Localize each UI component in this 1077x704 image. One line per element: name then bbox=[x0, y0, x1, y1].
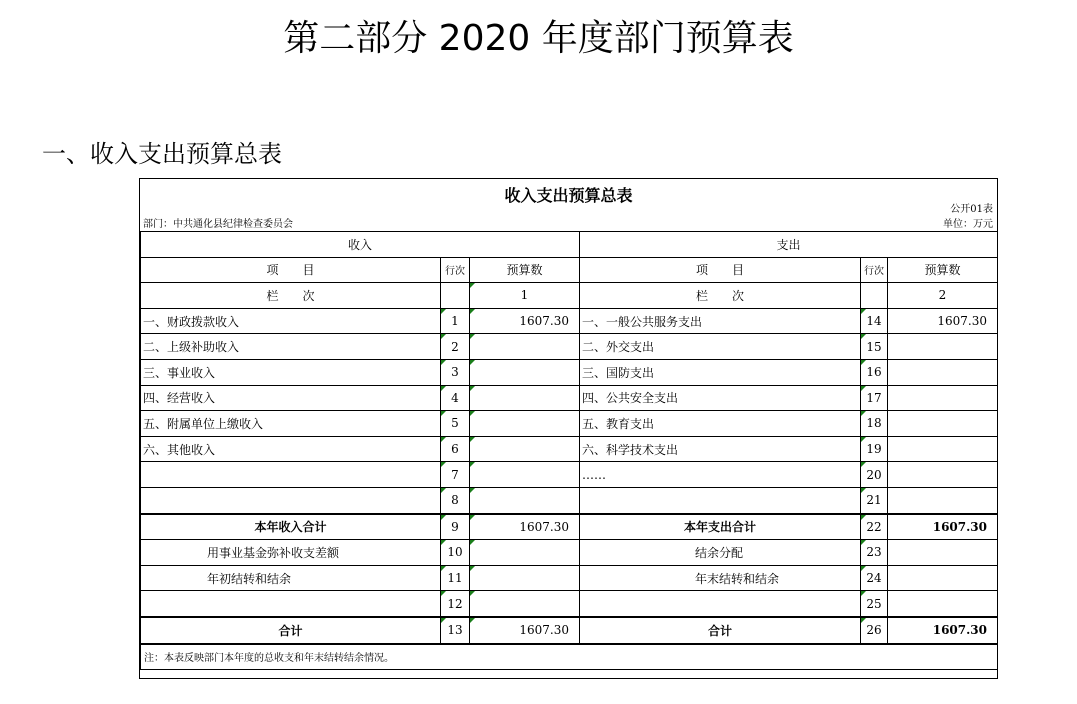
table-header-row bbox=[141, 232, 998, 258]
section-heading: 一、收入支出预算总表 bbox=[42, 140, 282, 168]
income-rowno: 5 bbox=[441, 411, 470, 437]
table-row bbox=[141, 334, 998, 360]
income-rowno: 1 bbox=[441, 308, 470, 334]
expense-amount bbox=[888, 385, 998, 411]
table-row bbox=[141, 411, 998, 437]
expense-header: 支出 bbox=[580, 232, 998, 258]
table-note: 注：本表反映部门本年度的总收支和年末结转结余情况。 bbox=[141, 644, 998, 670]
table-row bbox=[141, 514, 998, 540]
income-item: 用事业基金弥补收支差额 bbox=[141, 540, 441, 566]
expense-item: 六、科学技术支出 bbox=[580, 436, 861, 462]
expense-item: 二、外交支出 bbox=[580, 334, 861, 360]
expense-lanci: 栏 次 bbox=[580, 283, 861, 309]
expense-amount bbox=[888, 334, 998, 360]
income-amount bbox=[470, 436, 580, 462]
income-item: 一、财政拨款收入 bbox=[141, 308, 441, 334]
income-amount bbox=[470, 411, 580, 437]
expense-item bbox=[580, 487, 861, 513]
expense-rowno: 26 bbox=[861, 617, 888, 644]
expense-amount: 1607.30 bbox=[888, 617, 998, 644]
income-rowno: 3 bbox=[441, 359, 470, 385]
income-rowno-header: 行次 bbox=[441, 257, 470, 283]
table-row bbox=[141, 308, 998, 334]
expense-item: …… bbox=[580, 462, 861, 488]
form-number: 公开01表 bbox=[950, 204, 993, 215]
expense-item: 合计 bbox=[580, 617, 861, 644]
table-row bbox=[141, 540, 998, 566]
table-title: 收入支出预算总表 bbox=[504, 186, 633, 205]
income-col-index: 1 bbox=[470, 283, 580, 309]
department-label: 部门：中共通化县纪律检查委员会 bbox=[143, 219, 293, 230]
income-amount bbox=[470, 591, 580, 617]
income-amount: 1607.30 bbox=[470, 617, 580, 644]
expense-lanci-rowno bbox=[861, 283, 888, 309]
expense-amount bbox=[888, 540, 998, 566]
expense-item: 本年支出合计 bbox=[580, 514, 861, 540]
income-item bbox=[141, 591, 441, 617]
expense-rowno: 17 bbox=[861, 385, 888, 411]
income-item: 四、经营收入 bbox=[141, 385, 441, 411]
expense-amount-header: 预算数 bbox=[888, 257, 998, 283]
table-row bbox=[141, 565, 998, 591]
income-header: 收入 bbox=[141, 232, 580, 258]
income-rowno: 9 bbox=[441, 514, 470, 540]
income-amount bbox=[470, 487, 580, 513]
expense-item: 一、一般公共服务支出 bbox=[580, 308, 861, 334]
expense-rowno: 15 bbox=[861, 334, 888, 360]
expense-item: 年末结转和结余 bbox=[580, 565, 861, 591]
income-item: 六、其他收入 bbox=[141, 436, 441, 462]
budget-table-frame bbox=[139, 178, 998, 679]
table-row bbox=[141, 436, 998, 462]
expense-amount: 1607.30 bbox=[888, 514, 998, 540]
note-row bbox=[141, 644, 998, 670]
page-title: 第二部分 2020 年度部门预算表 bbox=[283, 18, 794, 59]
income-amount bbox=[470, 385, 580, 411]
expense-col-index: 2 bbox=[888, 283, 998, 309]
expense-rowno: 21 bbox=[861, 487, 888, 513]
table-row bbox=[141, 487, 998, 513]
expense-rowno: 14 bbox=[861, 308, 888, 334]
expense-amount bbox=[888, 591, 998, 617]
income-amount bbox=[470, 565, 580, 591]
expense-amount bbox=[888, 565, 998, 591]
expense-item: 四、公共安全支出 bbox=[580, 385, 861, 411]
column-index-row bbox=[141, 283, 998, 309]
expense-rowno: 18 bbox=[861, 411, 888, 437]
income-rowno: 11 bbox=[441, 565, 470, 591]
income-lanci: 栏 次 bbox=[141, 283, 441, 309]
income-item: 五、附属单位上缴收入 bbox=[141, 411, 441, 437]
expense-rowno: 19 bbox=[861, 436, 888, 462]
income-item bbox=[141, 462, 441, 488]
income-lanci-rowno bbox=[441, 283, 470, 309]
income-rowno: 13 bbox=[441, 617, 470, 644]
income-rowno: 4 bbox=[441, 385, 470, 411]
income-rowno: 7 bbox=[441, 462, 470, 488]
expense-rowno: 24 bbox=[861, 565, 888, 591]
income-item: 本年收入合计 bbox=[141, 514, 441, 540]
income-amount bbox=[470, 359, 580, 385]
income-amount: 1607.30 bbox=[470, 308, 580, 334]
expense-amount: 1607.30 bbox=[888, 308, 998, 334]
income-rowno: 2 bbox=[441, 334, 470, 360]
expense-item: 三、国防支出 bbox=[580, 359, 861, 385]
expense-item-header: 项 目 bbox=[580, 257, 861, 283]
income-item: 合计 bbox=[141, 617, 441, 644]
expense-rowno: 22 bbox=[861, 514, 888, 540]
expense-item: 五、教育支出 bbox=[580, 411, 861, 437]
income-amount-header: 预算数 bbox=[470, 257, 580, 283]
expense-item: 结余分配 bbox=[580, 540, 861, 566]
expense-amount bbox=[888, 359, 998, 385]
income-item-header: 项 目 bbox=[141, 257, 441, 283]
income-amount bbox=[470, 540, 580, 566]
table-row bbox=[141, 359, 998, 385]
income-item bbox=[141, 487, 441, 513]
expense-rowno: 16 bbox=[861, 359, 888, 385]
income-amount bbox=[470, 462, 580, 488]
column-header-row bbox=[141, 257, 998, 283]
income-item: 三、事业收入 bbox=[141, 359, 441, 385]
expense-amount bbox=[888, 411, 998, 437]
table-row bbox=[141, 385, 998, 411]
income-rowno: 6 bbox=[441, 436, 470, 462]
income-item: 年初结转和结余 bbox=[141, 565, 441, 591]
table-row bbox=[141, 591, 998, 617]
unit-label: 单位：万元 bbox=[943, 219, 993, 230]
expense-item bbox=[580, 591, 861, 617]
expense-amount bbox=[888, 487, 998, 513]
expense-rowno-header: 行次 bbox=[861, 257, 888, 283]
expense-amount bbox=[888, 436, 998, 462]
table-row bbox=[141, 617, 998, 644]
income-amount: 1607.30 bbox=[470, 514, 580, 540]
budget-table bbox=[140, 231, 998, 670]
income-amount bbox=[470, 334, 580, 360]
expense-rowno: 20 bbox=[861, 462, 888, 488]
income-rowno: 10 bbox=[441, 540, 470, 566]
income-item: 二、上级补助收入 bbox=[141, 334, 441, 360]
income-rowno: 12 bbox=[441, 591, 470, 617]
expense-amount bbox=[888, 462, 998, 488]
table-row bbox=[141, 462, 998, 488]
income-rowno: 8 bbox=[441, 487, 470, 513]
expense-rowno: 25 bbox=[861, 591, 888, 617]
expense-rowno: 23 bbox=[861, 540, 888, 566]
